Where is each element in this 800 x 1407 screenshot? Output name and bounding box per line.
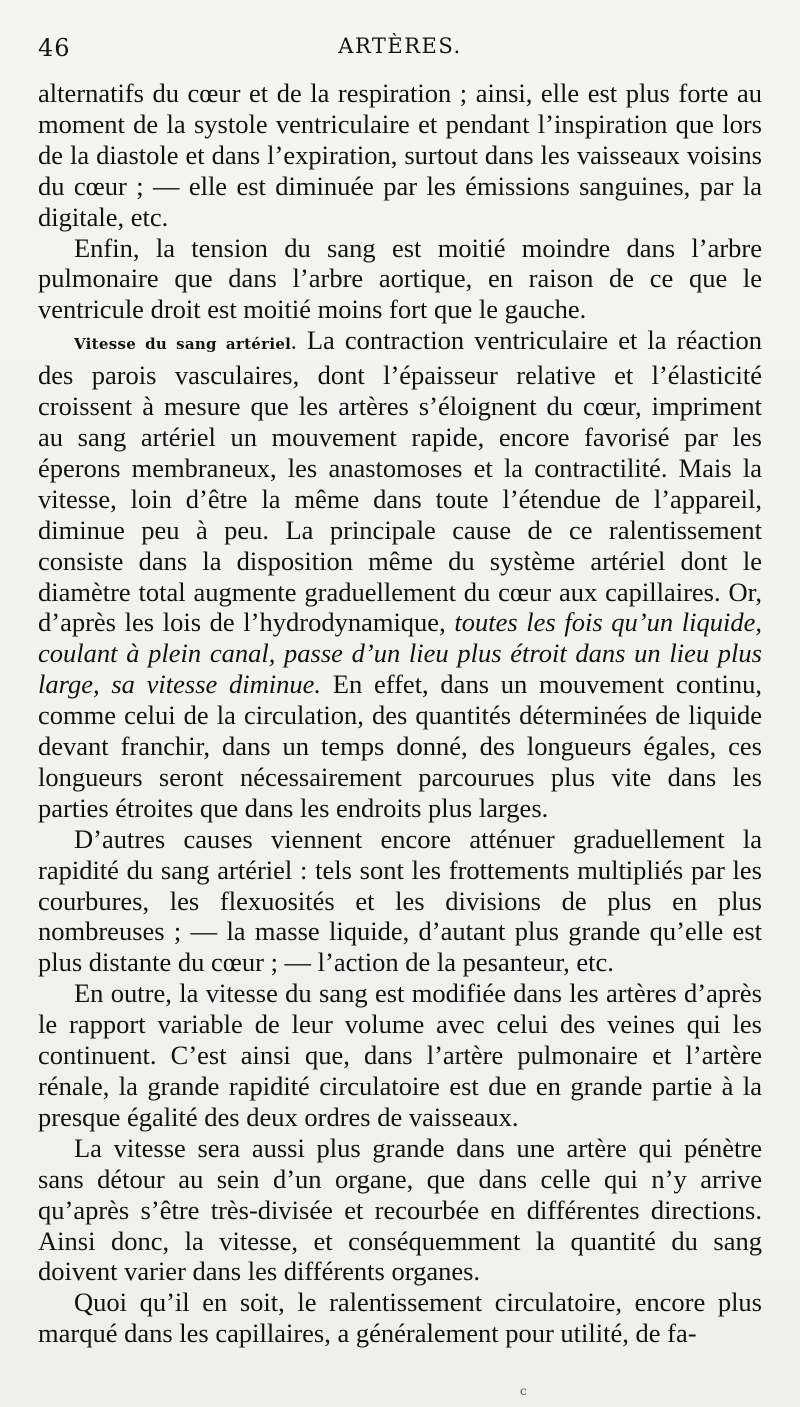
section-text-continued: En effet, dans un mouvement continu, comme celui de la circulation, des quantités déterminées de liquide devant franchir, dans un temps donné, des longueurs égales, ces longueurs seront nécessairement parcourues plus vite dans les parties étroites que dans les endroits plus larges. [38, 669, 762, 823]
section-text: La contraction ventriculaire et la réaction des parois vasculaires, dont l’épaisseur relative et l’élasticité croissent à mesure que les artères s’éloignent du cœur, impriment au sang artériel un mouvement rapide, encore favorisé par les éperons membraneux, les anastomoses et la contractilité. Mais la vitesse, loin d’être la même dans toute l’étendue de l’appareil, diminue peu à peu. La principale cause de ce ralentissement consiste dans la disposition même du système artériel dont le diamètre total augmente graduellement du cœur aux capillaires. Or, d’après les lois de l’hydrodynamique, [38, 325, 762, 638]
section-paragraph [38, 325, 762, 824]
paragraph: La vitesse sera aussi plus grande dans une artère qui pénètre sans détour au sein d’un organe, que dans celle qui n’y arrive qu’après s’être très-divisée et recourbée en différentes directions. Ainsi donc, la vitesse, et conséquemment la quantité du sang doivent varier dans les différents organes. [38, 1132, 762, 1287]
body-text [38, 78, 762, 1349]
running-title: ARTÈRES. [338, 34, 462, 58]
italic-principle: toutes les fois qu’un liquide, coulant à plein canal, passe d’un lieu plus étroit dans un lieu plus large, sa vitesse diminue. [38, 607, 763, 700]
paragraph: D’autres causes viennent encore atténuer graduellement la rapidité du sang artériel : tels sont les frottements multipliés par les courbures, les flexuosités et les divisions de plus en plus nombreuses ; — la masse liquide, d’autant plus grande qu’elle est plus distante du cœur ; — l’action de la pesanteur, etc. [38, 823, 762, 978]
page-number: 46 [38, 34, 71, 62]
paragraph: alternatifs du cœur et de la respiration ; ainsi, elle est plus forte au moment de la systole ventriculaire et pendant l’inspiration que lors de la diastole et dans l’expiration, surtout dans les vaisseaux voisins du cœur ; — elle est diminuée par les émissions sanguines, par la digitale, etc. [38, 78, 762, 232]
paragraph: Enfin, la tension du sang est moitié moindre dans l’arbre pulmonaire que dans l’arbre aortique, en raison de ce que le ventricule droit est moitié moins fort que le gauche. [38, 232, 762, 325]
paragraph: En outre, la vitesse du sang est modifiée dans les artères d’après le rapport variable de leur volume avec celui des veines qui les continuent. C’est ainsi que, dans l’artère pulmonaire et l’artère rénale, la grande rapidité circulatoire est due en grande partie à la presque égalité des deux ordres de vaisseaux. [38, 978, 762, 1132]
footer-mark: c [520, 1384, 527, 1398]
paragraph: Quoi qu’il en soit, le ralentissement circulatoire, encore plus marqué dans les capillaires, a généralement pour utilité, de fa- [38, 1287, 762, 1349]
section-heading: Vitesse du sang artériel. [74, 335, 297, 354]
running-head [38, 28, 762, 78]
